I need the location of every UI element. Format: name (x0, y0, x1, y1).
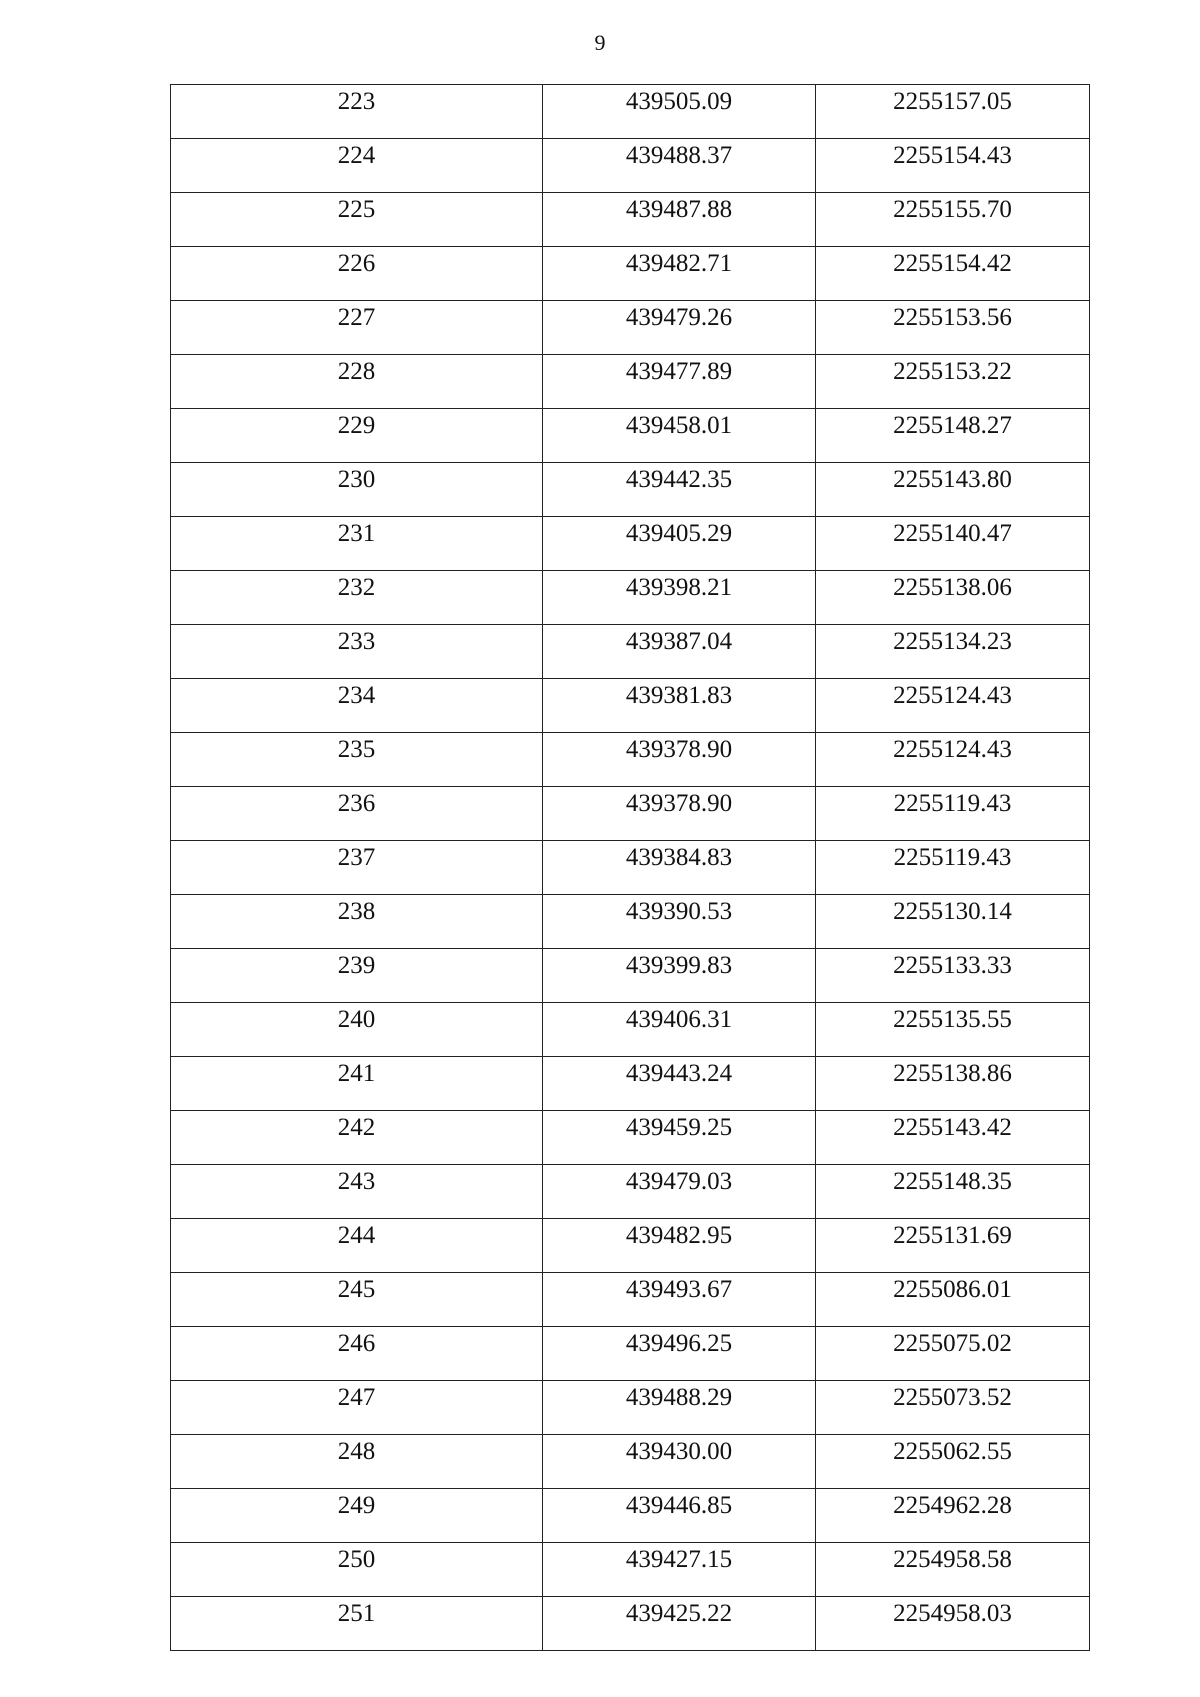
cell-text: 233 (337, 628, 376, 655)
x-coordinate-cell (543, 247, 816, 301)
x-coordinate-cell (543, 1543, 816, 1597)
cell-text: 439479.03 (625, 1168, 733, 1195)
table-row (171, 1543, 1090, 1597)
cell-text: 238 (337, 898, 376, 925)
table-row (171, 1219, 1090, 1273)
point-number-cell (171, 517, 543, 571)
cell-text: 2255131.69 (893, 1222, 1012, 1249)
y-coordinate-cell (816, 1111, 1090, 1165)
y-coordinate-cell (816, 787, 1090, 841)
table-row (171, 355, 1090, 409)
cell-text: 439387.04 (625, 628, 733, 655)
y-coordinate-cell (816, 247, 1090, 301)
cell-text: 251 (337, 1600, 376, 1627)
table-row (171, 625, 1090, 679)
table-row (171, 1273, 1090, 1327)
y-coordinate-cell (816, 139, 1090, 193)
cell-text: 248 (337, 1438, 376, 1465)
cell-text: 2255143.80 (893, 466, 1012, 493)
cell-text: 439477.89 (625, 358, 733, 385)
point-number-cell (171, 1435, 543, 1489)
x-coordinate-cell (543, 139, 816, 193)
x-coordinate-cell (543, 301, 816, 355)
x-coordinate-cell (543, 1219, 816, 1273)
point-number-cell (171, 1273, 543, 1327)
point-number-cell (171, 139, 543, 193)
cell-text: 2255075.02 (893, 1330, 1012, 1357)
cell-text: 439390.53 (625, 898, 733, 925)
point-number-cell (171, 1543, 543, 1597)
coordinates-table-body (171, 85, 1090, 1651)
x-coordinate-cell (543, 1597, 816, 1651)
y-coordinate-cell (816, 949, 1090, 1003)
table-row (171, 463, 1090, 517)
x-coordinate-cell (543, 1273, 816, 1327)
point-number-cell (171, 463, 543, 517)
cell-text: 439459.25 (625, 1114, 733, 1141)
cell-text: 2255148.27 (893, 412, 1012, 439)
table-row (171, 1057, 1090, 1111)
cell-text: 2255062.55 (893, 1438, 1012, 1465)
table-row (171, 1597, 1090, 1651)
y-coordinate-cell (816, 409, 1090, 463)
x-coordinate-cell (543, 949, 816, 1003)
cell-text: 2255153.22 (893, 358, 1012, 385)
cell-text: 244 (337, 1222, 376, 1249)
cell-text: 439406.31 (625, 1006, 733, 1033)
y-coordinate-cell (816, 517, 1090, 571)
cell-text: 439488.29 (625, 1384, 733, 1411)
cell-text: 439496.25 (625, 1330, 733, 1357)
table-row (171, 1435, 1090, 1489)
point-number-cell (171, 1381, 543, 1435)
x-coordinate-cell (543, 1111, 816, 1165)
cell-text: 237 (337, 844, 376, 871)
x-coordinate-cell (543, 409, 816, 463)
point-number-cell (171, 85, 543, 139)
point-number-cell (171, 193, 543, 247)
cell-text: 2255119.43 (893, 844, 1012, 871)
cell-text: 439487.88 (625, 196, 733, 223)
point-number-cell (171, 895, 543, 949)
table-row (171, 949, 1090, 1003)
cell-text: 439378.90 (625, 736, 733, 763)
cell-text: 2255133.33 (893, 952, 1012, 979)
table-row (171, 301, 1090, 355)
x-coordinate-cell (543, 625, 816, 679)
cell-text: 439458.01 (625, 412, 733, 439)
y-coordinate-cell (816, 85, 1090, 139)
cell-text: 439398.21 (625, 574, 733, 601)
cell-text: 241 (337, 1060, 376, 1087)
x-coordinate-cell (543, 1165, 816, 1219)
table-row (171, 571, 1090, 625)
x-coordinate-cell (543, 85, 816, 139)
cell-text: 439482.71 (625, 250, 733, 277)
x-coordinate-cell (543, 1057, 816, 1111)
cell-text: 2254958.58 (893, 1546, 1012, 1573)
cell-text: 235 (337, 736, 376, 763)
cell-text: 439399.83 (625, 952, 733, 979)
cell-text: 2255143.42 (893, 1114, 1012, 1141)
x-coordinate-cell (543, 193, 816, 247)
table-row (171, 193, 1090, 247)
cell-text: 2255124.43 (893, 682, 1012, 709)
table-row (171, 679, 1090, 733)
table-row (171, 733, 1090, 787)
x-coordinate-cell (543, 733, 816, 787)
cell-text: 439378.90 (625, 790, 733, 817)
cell-text: 2255154.43 (893, 142, 1012, 169)
cell-text: 439430.00 (625, 1438, 733, 1465)
cell-text: 232 (337, 574, 376, 601)
table-row (171, 1003, 1090, 1057)
cell-text: 2254962.28 (893, 1492, 1012, 1519)
cell-text: 234 (337, 682, 376, 709)
cell-text: 439488.37 (625, 142, 733, 169)
cell-text: 439405.29 (625, 520, 733, 547)
cell-text: 2255130.14 (893, 898, 1012, 925)
y-coordinate-cell (816, 733, 1090, 787)
cell-text: 2255140.47 (893, 520, 1012, 547)
cell-text: 236 (337, 790, 376, 817)
cell-text: 245 (337, 1276, 376, 1303)
cell-text: 231 (337, 520, 376, 547)
table-row (171, 1381, 1090, 1435)
y-coordinate-cell (816, 1219, 1090, 1273)
y-coordinate-cell (816, 301, 1090, 355)
table-row (171, 1111, 1090, 1165)
table-row (171, 1165, 1090, 1219)
cell-text: 439505.09 (625, 88, 733, 115)
y-coordinate-cell (816, 841, 1090, 895)
cell-text: 2255134.23 (893, 628, 1012, 655)
cell-text: 2255086.01 (893, 1276, 1012, 1303)
cell-text: 239 (337, 952, 376, 979)
cell-text: 2255138.06 (893, 574, 1012, 601)
cell-text: 2254958.03 (893, 1600, 1012, 1627)
point-number-cell (171, 679, 543, 733)
point-number-cell (171, 625, 543, 679)
x-coordinate-cell (543, 571, 816, 625)
cell-text: 2255148.35 (893, 1168, 1012, 1195)
cell-text: 2255157.05 (893, 88, 1012, 115)
y-coordinate-cell (816, 571, 1090, 625)
y-coordinate-cell (816, 1381, 1090, 1435)
table-row (171, 517, 1090, 571)
cell-text: 439442.35 (625, 466, 733, 493)
x-coordinate-cell (543, 517, 816, 571)
x-coordinate-cell (543, 1003, 816, 1057)
point-number-cell (171, 409, 543, 463)
table-row (171, 1489, 1090, 1543)
cell-text: 2255135.55 (893, 1006, 1012, 1033)
cell-text: 223 (337, 88, 376, 115)
y-coordinate-cell (816, 1003, 1090, 1057)
cell-text: 229 (337, 412, 376, 439)
y-coordinate-cell (816, 463, 1090, 517)
y-coordinate-cell (816, 1057, 1090, 1111)
cell-text: 439493.67 (625, 1276, 733, 1303)
y-coordinate-cell (816, 1165, 1090, 1219)
page-number: 9 (594, 30, 606, 55)
x-coordinate-cell (543, 841, 816, 895)
point-number-cell (171, 1111, 543, 1165)
cell-text: 2255119.43 (893, 790, 1012, 817)
cell-text: 439425.22 (625, 1600, 733, 1627)
cell-text: 228 (337, 358, 376, 385)
cell-text: 246 (337, 1330, 376, 1357)
table-row (171, 247, 1090, 301)
y-coordinate-cell (816, 1327, 1090, 1381)
cell-text: 226 (337, 250, 376, 277)
cell-text: 224 (337, 142, 376, 169)
point-number-cell (171, 1219, 543, 1273)
cell-text: 250 (337, 1546, 376, 1573)
cell-text: 439384.83 (625, 844, 733, 871)
cell-text: 439381.83 (625, 682, 733, 709)
point-number-cell (171, 1003, 543, 1057)
point-number-cell (171, 301, 543, 355)
point-number-cell (171, 1165, 543, 1219)
y-coordinate-cell (816, 679, 1090, 733)
table-row (171, 1327, 1090, 1381)
point-number-cell (171, 247, 543, 301)
y-coordinate-cell (816, 1543, 1090, 1597)
cell-text: 439443.24 (625, 1060, 733, 1087)
x-coordinate-cell (543, 1435, 816, 1489)
cell-text: 439427.15 (625, 1546, 733, 1573)
coordinates-table (170, 84, 1090, 1651)
x-coordinate-cell (543, 1381, 816, 1435)
cell-text: 2255153.56 (893, 304, 1012, 331)
point-number-cell (171, 841, 543, 895)
point-number-cell (171, 1057, 543, 1111)
cell-text: 247 (337, 1384, 376, 1411)
y-coordinate-cell (816, 1597, 1090, 1651)
cell-text: 249 (337, 1492, 376, 1519)
table-row (171, 895, 1090, 949)
point-number-cell (171, 571, 543, 625)
x-coordinate-cell (543, 355, 816, 409)
cell-text: 2255154.42 (893, 250, 1012, 277)
cell-text: 2255073.52 (893, 1384, 1012, 1411)
point-number-cell (171, 733, 543, 787)
cell-text: 230 (337, 466, 376, 493)
cell-text: 240 (337, 1006, 376, 1033)
point-number-cell (171, 787, 543, 841)
y-coordinate-cell (816, 1489, 1090, 1543)
cell-text: 2255138.86 (893, 1060, 1012, 1087)
x-coordinate-cell (543, 679, 816, 733)
cell-text: 227 (337, 304, 376, 331)
x-coordinate-cell (543, 1327, 816, 1381)
table-row (171, 409, 1090, 463)
point-number-cell (171, 949, 543, 1003)
cell-text: 242 (337, 1114, 376, 1141)
cell-text: 243 (337, 1168, 376, 1195)
y-coordinate-cell (816, 1273, 1090, 1327)
y-coordinate-cell (816, 1435, 1090, 1489)
cell-text: 225 (337, 196, 376, 223)
y-coordinate-cell (816, 355, 1090, 409)
table-row (171, 139, 1090, 193)
cell-text: 2255124.43 (893, 736, 1012, 763)
cell-text: 439479.26 (625, 304, 733, 331)
point-number-cell (171, 1489, 543, 1543)
table-row (171, 787, 1090, 841)
x-coordinate-cell (543, 463, 816, 517)
cell-text: 2255155.70 (893, 196, 1012, 223)
table-row (171, 85, 1090, 139)
y-coordinate-cell (816, 625, 1090, 679)
cell-text: 439482.95 (625, 1222, 733, 1249)
point-number-cell (171, 1597, 543, 1651)
x-coordinate-cell (543, 787, 816, 841)
x-coordinate-cell (543, 895, 816, 949)
y-coordinate-cell (816, 193, 1090, 247)
cell-text: 439446.85 (625, 1492, 733, 1519)
x-coordinate-cell (543, 1489, 816, 1543)
point-number-cell (171, 355, 543, 409)
point-number-cell (171, 1327, 543, 1381)
y-coordinate-cell (816, 895, 1090, 949)
table-row (171, 841, 1090, 895)
